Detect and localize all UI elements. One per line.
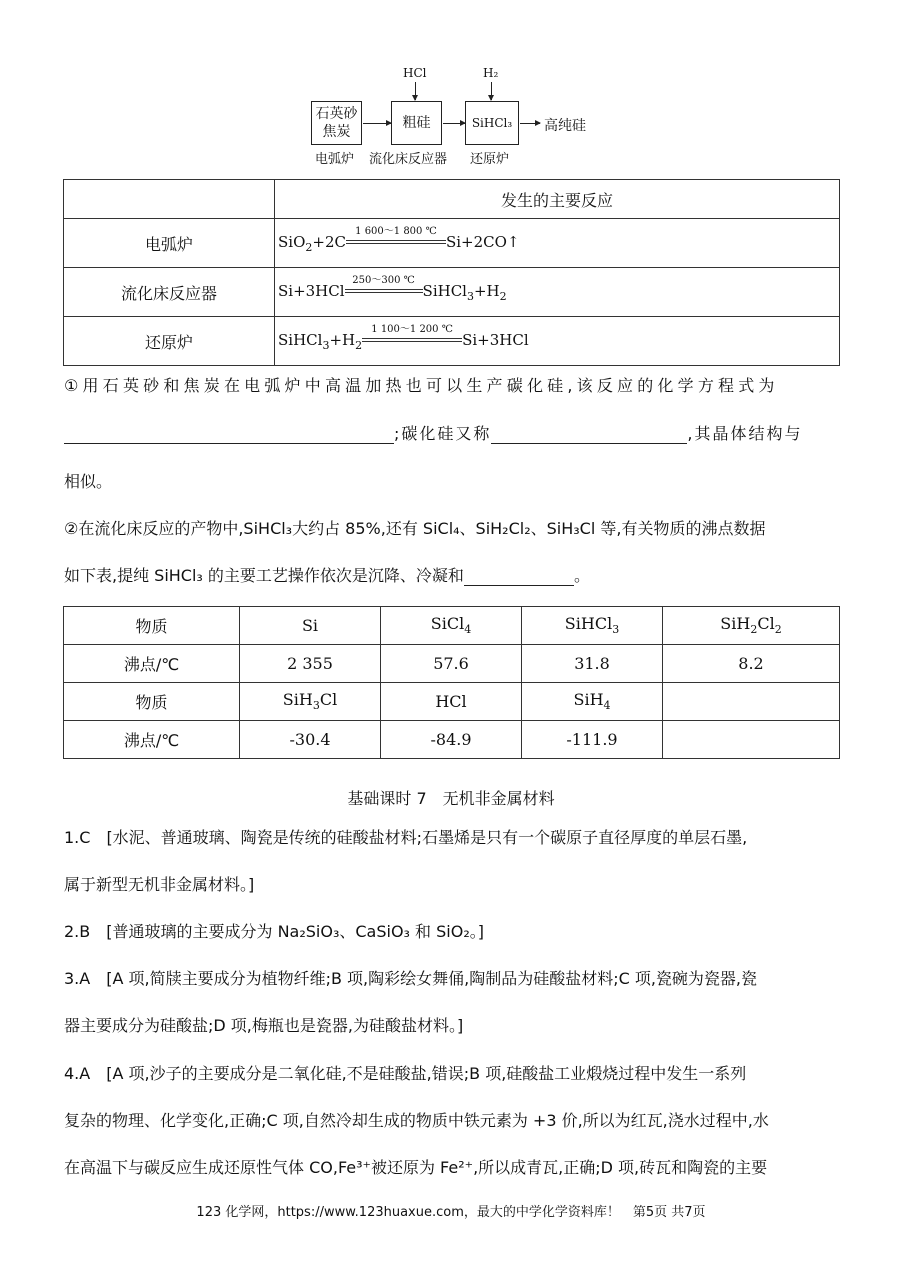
table-cell: Si	[240, 607, 381, 645]
table-cell: 沸点/℃	[64, 721, 240, 759]
reduction-furnace-label: 还原炉	[470, 152, 510, 167]
crude-silicon-box	[391, 101, 442, 145]
answer-blank[interactable]	[464, 569, 574, 586]
table-cell: 物质	[64, 607, 240, 645]
question-1-line-2: ;碳化硅又称 ,其晶体结构与	[64, 424, 840, 444]
table-row	[64, 180, 840, 219]
question-2-line-1: ②在流化床反应的产物中,SiHCl₃大约占 85%,还有 SiCl₄、SiH₂Cl₂、SiH₃Cl 等,有关物质的沸点数据	[64, 519, 766, 538]
table-cell: -30.4	[240, 721, 381, 759]
eq-right: $SiHCl_3+H_2$	[422, 282, 507, 303]
equation-cell	[275, 317, 840, 366]
answer-blank[interactable]	[491, 427, 687, 444]
table-cell	[663, 683, 840, 721]
table-cell: 沸点/℃	[64, 645, 240, 683]
table-cell: -84.9	[381, 721, 522, 759]
fluidized-bed-label: 流化床反应器	[369, 152, 448, 167]
table-row	[64, 219, 840, 268]
table-cell: 2 355	[240, 645, 381, 683]
table-row	[64, 317, 840, 366]
table-row	[64, 645, 840, 683]
sihcl3-box	[465, 101, 519, 145]
table-cell: SiCl$_4$	[381, 607, 522, 645]
crude-silicon-label: 粗硅	[402, 115, 431, 131]
answer-4-line-1: 4.A [A 项,沙子的主要成分是二氧化硅,不是硅酸盐,错误;B 项,硅酸盐工业煅烧过程中发生一系列	[64, 1064, 747, 1083]
table-row	[64, 683, 840, 721]
eq-condition: 250～300 ℃	[352, 275, 415, 286]
question-1-line-1: ①用石英砂和焦炭在电弧炉中高温加热也可以生产碳化硅,该反应的化学方程式为	[64, 376, 779, 395]
answer-blank[interactable]	[64, 427, 394, 444]
h2-input-label: H₂	[483, 66, 499, 80]
eq-condition: 1 100～1 200 ℃	[371, 324, 453, 335]
eq-right: Si+2CO↑	[445, 233, 520, 251]
table-cell: 31.8	[522, 645, 663, 683]
raw-material-box	[311, 101, 362, 145]
row-name: 还原炉	[64, 317, 275, 366]
answer-3-line-1: 3.A [A 项,简牍主要成分为植物纤维;B 项,陶彩绘女舞俑,陶制品为硅酸盐材料;C 项,瓷碗为瓷器,瓷	[64, 969, 758, 988]
table-cell: SiHCl$_3$	[522, 607, 663, 645]
boiling-point-table	[63, 606, 840, 759]
arrow-3	[520, 123, 540, 124]
equation-cell	[275, 219, 840, 268]
eq-right: Si+3HCl	[462, 331, 529, 349]
page-footer: 123 化学网，https://www.123huaxue.com，最大的中学化学资料库！ 第5页 共7页	[196, 1205, 706, 1220]
table-cell: 物质	[64, 683, 240, 721]
hcl-input-label: HCl	[403, 66, 427, 80]
table-cell	[663, 721, 840, 759]
table-row	[64, 607, 840, 645]
table-cell: SiH$_4$	[522, 683, 663, 721]
answer-4-line-3: 在高温下与碳反应生成还原性气体 CO,Fe³⁺被还原为 Fe²⁺,所以成青瓦,正确;D 项,砖瓦和陶瓷的主要	[64, 1158, 768, 1177]
equation-cell	[275, 268, 840, 317]
question-1-line-3: 相似。	[64, 472, 113, 491]
reaction-table	[63, 179, 840, 366]
raw-material-line2: 焦炭	[322, 124, 351, 140]
table-cell: 57.6	[381, 645, 522, 683]
table-cell: HCl	[381, 683, 522, 721]
table-cell: 8.2	[663, 645, 840, 683]
answer-1-line-1: 1.C [水泥、普通玻璃、陶瓷是传统的硅酸盐材料;石墨烯是只有一个碳原子直径厚度的单层石墨,	[64, 828, 748, 847]
arc-furnace-label: 电弧炉	[315, 152, 355, 167]
row-name: 流化床反应器	[64, 268, 275, 317]
table-row	[64, 721, 840, 759]
eq-left: Si+3HCl	[278, 282, 345, 300]
answer-1-line-2: 属于新型无机非金属材料。]	[64, 875, 255, 894]
question-2-line-2: 如下表,提纯 SiHCl₃ 的主要工艺操作依次是沉降、冷凝和 。	[64, 566, 590, 585]
table-cell: SiH$_3$Cl	[240, 683, 381, 721]
eq-condition: 1 600～1 800 ℃	[355, 226, 437, 237]
reaction-table-header: 发生的主要反应	[275, 180, 840, 219]
eq-left: SiO$_2$+2C	[278, 233, 346, 254]
table-row	[64, 268, 840, 317]
section-title: 基础课时 7 无机非金属材料	[347, 789, 555, 808]
h2-arrow	[491, 82, 492, 100]
answer-2-line-1: 2.B [普通玻璃的主要成分为 Na₂SiO₃、CaSiO₃ 和 SiO₂。]	[64, 922, 484, 941]
answer-3-line-2: 器主要成分为硅酸盐;D 项,梅瓶也是瓷器,为硅酸盐材料。]	[64, 1016, 464, 1035]
row-name: 电弧炉	[64, 219, 275, 268]
table-cell: $SiH_2Cl_2$	[663, 607, 840, 645]
eq-left: $SiHCl_3+H_2$	[278, 331, 363, 352]
answer-4-line-2: 复杂的物理、化学变化,正确;C 项,自然冷却生成的物质中铁元素为 +3 价,所以为红瓦,浇水过程中,水	[64, 1111, 769, 1130]
pure-silicon-label: 高纯硅	[544, 118, 586, 134]
raw-material-line1: 石英砂	[315, 106, 358, 122]
sihcl3-label: SiHCl₃	[471, 116, 513, 130]
hcl-arrow	[415, 82, 416, 100]
arrow-1	[363, 123, 391, 124]
table-cell: -111.9	[522, 721, 663, 759]
arrow-2	[443, 123, 465, 124]
